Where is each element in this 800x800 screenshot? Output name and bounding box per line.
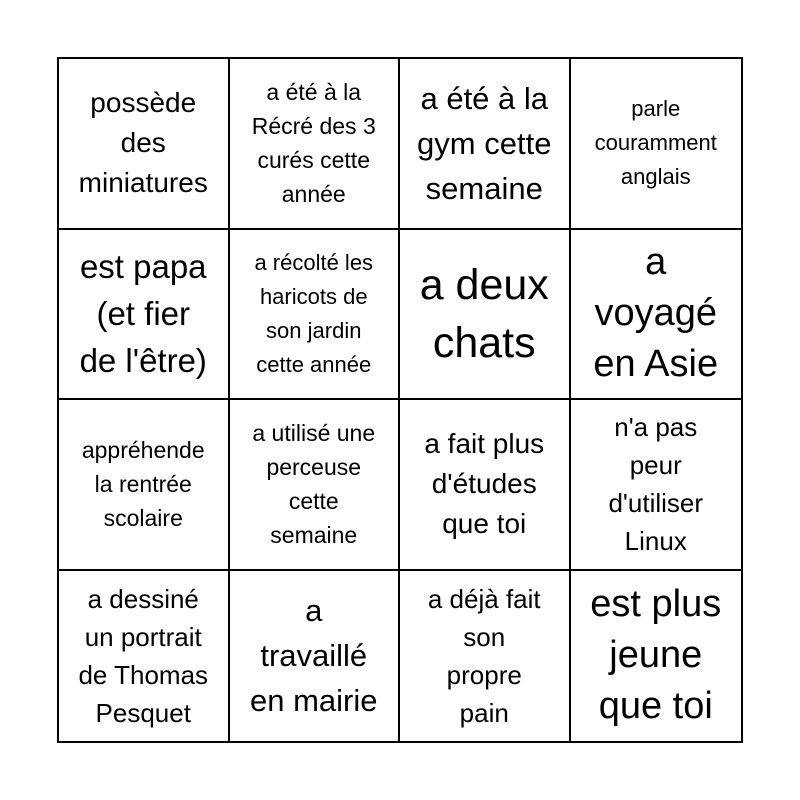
bingo-cell-text: est papa (et fier de l'être): [79, 248, 207, 380]
bingo-cell-r4c1[interactable]: [59, 571, 230, 742]
bingo-cell-text: n'a pas peur d'utiliser Linux: [608, 412, 704, 557]
bingo-cell-text: a dessiné un portrait de Thomas Pesquet: [78, 583, 209, 728]
bingo-cell-r3c3[interactable]: [400, 400, 571, 571]
bingo-cell-r1c3[interactable]: [400, 59, 571, 230]
bingo-cell-r2c1[interactable]: [59, 230, 230, 401]
bingo-cell-text: a été à la Récré des 3 curés cette année: [251, 79, 376, 208]
bingo-cell-r1c2[interactable]: [230, 59, 401, 230]
bingo-cell-text: a récolté les haricots de son jardin cette année: [254, 249, 374, 377]
bingo-cell-text: est plus jeune que toi: [590, 583, 722, 728]
bingo-cell-text: a fait plus d'études que toi: [424, 428, 545, 540]
bingo-cell-text: appréhende la rentrée scolaire: [81, 437, 205, 532]
bingo-cell-text: a voyagé en Asie: [593, 241, 719, 386]
bingo-cell-text: parle couramment anglais: [594, 96, 717, 190]
bingo-cell-r4c3[interactable]: [400, 571, 571, 742]
bingo-cell-r2c2[interactable]: [230, 230, 401, 401]
bingo-cell-text: a déjà fait son propre pain: [427, 583, 541, 728]
bingo-cell-text: a utilisé une perceuse cette semaine: [252, 420, 376, 549]
bingo-cell-r3c4[interactable]: [571, 400, 742, 571]
bingo-cell-r4c2[interactable]: [230, 571, 401, 742]
bingo-cell-r4c4[interactable]: [571, 571, 742, 742]
bingo-cell-text: a deux chats: [419, 260, 549, 367]
bingo-cell-r2c4[interactable]: [571, 230, 742, 401]
bingo-board: [57, 57, 743, 743]
bingo-cell-r1c1[interactable]: [59, 59, 230, 230]
bingo-cell-text: a travaillé en mairie: [250, 593, 378, 719]
bingo-cell-text: possède des miniatures: [78, 87, 208, 199]
bingo-cell-text: a été à la gym cette semaine: [417, 80, 552, 206]
bingo-cell-r3c1[interactable]: [59, 400, 230, 571]
bingo-cell-r3c2[interactable]: [230, 400, 401, 571]
bingo-cell-r1c4[interactable]: [571, 59, 742, 230]
bingo-cell-r2c3[interactable]: [400, 230, 571, 401]
